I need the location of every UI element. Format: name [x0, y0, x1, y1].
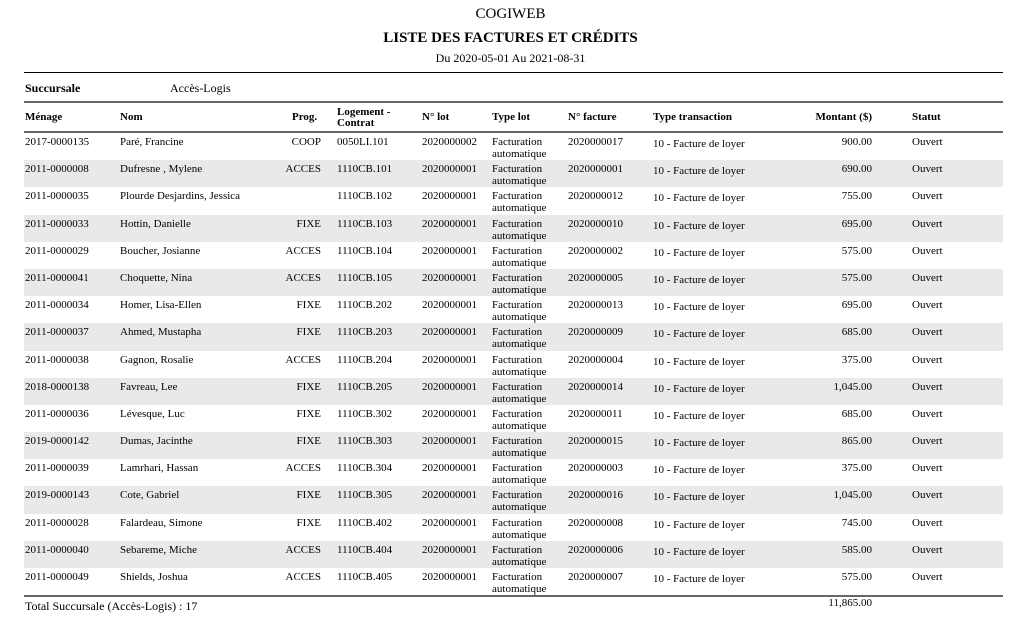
- cell-type-lot-line2: automatique: [492, 175, 547, 188]
- cell-logement: 1110CB.104: [337, 244, 393, 257]
- cell-type-lot-line2: automatique: [492, 447, 547, 460]
- cell-statut: Ouvert: [912, 136, 943, 148]
- cell-nom: Gagnon, Rosalie: [120, 353, 194, 366]
- cell-facture: 2020000005: [568, 271, 623, 284]
- cell-transaction: 10 - Facture de loyer: [653, 219, 745, 232]
- cell-nom: Dufresne , Mylene: [120, 163, 203, 176]
- column-header-prog: Prog.: [292, 111, 318, 123]
- cell-lot: 2020000001: [422, 163, 477, 176]
- cell-prog: FIXE: [296, 435, 321, 448]
- table-row: [24, 432, 1003, 459]
- cell-nom: Lévesque, Luc: [120, 407, 185, 420]
- cell-lot: 2020000001: [422, 217, 477, 230]
- cell-lot: 2020000001: [422, 190, 477, 203]
- cell-facture: 2020000001: [568, 163, 623, 176]
- cell-logement: 1110CB.305: [337, 489, 393, 502]
- column-header-logement-line1: Logement -: [337, 106, 391, 118]
- report-company: COGIWEB: [475, 6, 546, 22]
- report-period: Du 2020-05-01 Au 2021-08-31: [435, 51, 586, 65]
- cell-prog: COOP: [291, 136, 321, 148]
- cell-type-lot-line1: Facturation: [492, 136, 543, 148]
- cell-statut: Ouvert: [912, 516, 943, 529]
- column-header-type-lot: Type lot: [492, 111, 530, 123]
- cell-transaction: 10 - Facture de loyer: [653, 491, 745, 504]
- cell-lot: 2020000001: [422, 543, 477, 556]
- cell-type-lot-line1: Facturation: [492, 489, 543, 502]
- cell-montant: 575.00: [841, 571, 872, 583]
- column-header-statut: Statut: [912, 111, 941, 123]
- cell-menage: 2011-0000036: [25, 407, 89, 420]
- cell-statut: Ouvert: [912, 271, 943, 284]
- cell-montant: 575.00: [841, 271, 872, 284]
- cell-type-lot-line2: automatique: [492, 229, 547, 242]
- cell-prog: ACCES: [285, 163, 321, 176]
- cell-facture: 2020000002: [568, 244, 623, 257]
- cell-lot: 2020000001: [422, 326, 477, 339]
- cell-transaction: 10 - Facture de loyer: [653, 328, 745, 341]
- cell-montant: 900.00: [841, 136, 872, 148]
- cell-statut: Ouvert: [912, 571, 943, 583]
- cell-logement: 1110CB.304: [337, 462, 393, 475]
- cell-nom: Sebareme, Miche: [120, 543, 197, 556]
- total-label: Total Succursale (Accès-Logis) : 17: [25, 599, 198, 613]
- cell-type-lot: [492, 517, 562, 541]
- cell-type-lot-line1: Facturation: [492, 435, 543, 448]
- table-row: [24, 568, 1003, 595]
- cell-logement: 1110CB.402: [337, 516, 393, 529]
- cell-type-lot-line2: automatique: [492, 202, 547, 215]
- cell-prog: ACCES: [285, 271, 321, 284]
- cell-type-lot-line2: automatique: [492, 148, 547, 160]
- cell-logement: 1110CB.205: [337, 380, 393, 393]
- cell-facture: 2020000010: [568, 217, 623, 230]
- column-header-logement-line2: Contrat: [337, 117, 375, 129]
- cell-logement: 1110CB.204: [337, 353, 393, 366]
- cell-facture: 2020000012: [568, 190, 623, 203]
- cell-nom: Plourde Desjardins, Jessica: [120, 190, 241, 203]
- cell-facture: 2020000006: [568, 543, 623, 556]
- cell-montant: 575.00: [841, 244, 872, 257]
- cell-montant: 685.00: [841, 407, 872, 420]
- cell-nom: Homer, Lisa-Ellen: [120, 299, 202, 312]
- cell-menage: 2017-0000135: [25, 136, 90, 148]
- column-header-menage: Ménage: [25, 111, 63, 123]
- cell-menage: 2019-0000143: [25, 489, 90, 502]
- cell-logement: 1110CB.102: [337, 190, 393, 203]
- cell-menage: 2011-0000040: [25, 543, 89, 556]
- cell-prog: ACCES: [285, 571, 321, 583]
- cell-statut: Ouvert: [912, 489, 943, 502]
- cell-montant: 1,045.00: [833, 380, 872, 393]
- cell-lot: 2020000001: [422, 435, 477, 448]
- cell-nom: Hottin, Danielle: [120, 217, 191, 230]
- cell-statut: Ouvert: [912, 380, 943, 393]
- cell-logement: 1110CB.105: [337, 271, 393, 284]
- cell-facture: 2020000009: [568, 326, 623, 339]
- cell-nom: Lamrhari, Hassan: [120, 462, 199, 475]
- cell-menage: 2011-0000029: [25, 244, 89, 257]
- cell-facture: 2020000014: [568, 380, 623, 393]
- cell-logement: 1110CB.203: [337, 326, 393, 339]
- succursale-value: Accès-Logis: [170, 81, 231, 95]
- cell-type-lot-line1: Facturation: [492, 163, 543, 176]
- cell-type-lot-line1: Facturation: [492, 190, 543, 203]
- cell-transaction: 10 - Facture de loyer: [653, 246, 745, 259]
- cell-menage: 2011-0000033: [25, 217, 89, 230]
- cell-montant: 865.00: [841, 435, 872, 448]
- cell-menage: 2011-0000049: [25, 571, 89, 583]
- cell-statut: Ouvert: [912, 353, 943, 366]
- cell-type-lot-line1: Facturation: [492, 217, 543, 230]
- cell-statut: Ouvert: [912, 299, 943, 312]
- cell-type-lot-line1: Facturation: [492, 326, 543, 339]
- cell-prog: FIXE: [296, 217, 321, 230]
- cell-type-lot-line2: automatique: [492, 555, 547, 568]
- cell-facture: 2020000017: [568, 136, 623, 148]
- cell-prog: ACCES: [285, 244, 321, 257]
- cell-menage: 2011-0000028: [25, 516, 89, 529]
- cell-type-lot-line2: automatique: [492, 338, 547, 351]
- cell-facture: 2020000008: [568, 516, 623, 529]
- table-row: [24, 296, 1003, 323]
- cell-type-lot: [492, 544, 562, 568]
- cell-transaction: 10 - Facture de loyer: [653, 464, 745, 477]
- column-header-montant: Montant ($): [815, 111, 872, 123]
- cell-logement: 1110CB.303: [337, 435, 393, 448]
- cell-lot: 2020000001: [422, 516, 477, 529]
- cell-type-lot-line1: Facturation: [492, 380, 543, 393]
- cell-lot: 2020000001: [422, 571, 477, 583]
- cell-lot: 2020000002: [422, 136, 477, 148]
- cell-montant: 585.00: [841, 543, 872, 556]
- cell-type-lot: [492, 408, 562, 432]
- cell-prog: ACCES: [285, 353, 321, 366]
- cell-montant: 375.00: [841, 353, 872, 366]
- cell-type-lot-line2: automatique: [492, 283, 547, 296]
- table-row: [24, 323, 1003, 350]
- cell-type-lot-line1: Facturation: [492, 299, 543, 312]
- cell-type-lot: [492, 354, 562, 378]
- cell-montant: 695.00: [841, 299, 872, 312]
- cell-lot: 2020000001: [422, 353, 477, 366]
- cell-type-lot: [492, 163, 562, 187]
- cell-transaction: 10 - Facture de loyer: [653, 409, 745, 422]
- cell-lot: 2020000001: [422, 271, 477, 284]
- cell-type-lot-line2: automatique: [492, 311, 547, 324]
- cell-montant: 690.00: [841, 163, 872, 176]
- divider-succursale: [24, 101, 1003, 103]
- cell-type-lot: [492, 462, 562, 486]
- cell-type-lot-line2: automatique: [492, 392, 547, 405]
- cell-menage: 2011-0000008: [25, 163, 89, 176]
- cell-montant: 685.00: [841, 326, 872, 339]
- cell-statut: Ouvert: [912, 326, 943, 339]
- cell-transaction: 10 - Facture de loyer: [653, 273, 745, 286]
- column-header-logement: [337, 107, 390, 129]
- table-row: [24, 514, 1003, 541]
- cell-facture: 2020000007: [568, 571, 623, 583]
- cell-type-lot-line2: automatique: [492, 583, 547, 595]
- cell-type-lot-line2: automatique: [492, 256, 547, 269]
- cell-transaction: 10 - Facture de loyer: [653, 192, 745, 205]
- cell-menage: 2011-0000037: [25, 326, 89, 339]
- cell-nom: Shields, Joshua: [120, 571, 188, 583]
- cell-type-lot: [492, 136, 562, 160]
- cell-prog: FIXE: [296, 516, 321, 529]
- table-row: [24, 541, 1003, 568]
- cell-nom: Paré, Francine: [120, 136, 184, 148]
- cell-type-lot: [492, 218, 562, 242]
- cell-type-lot-line1: Facturation: [492, 271, 543, 284]
- cell-prog: FIXE: [296, 380, 321, 393]
- cell-facture: 2020000013: [568, 299, 623, 312]
- cell-montant: 745.00: [841, 516, 872, 529]
- table-row: [24, 405, 1003, 432]
- total-amount: 11,865.00: [828, 597, 872, 609]
- cell-statut: Ouvert: [912, 462, 943, 475]
- cell-transaction: 10 - Facture de loyer: [653, 355, 745, 368]
- table-row: [24, 378, 1003, 405]
- table-row: [24, 187, 1003, 214]
- cell-nom: Choquette, Nina: [120, 271, 193, 284]
- cell-type-lot: [492, 272, 562, 296]
- cell-logement: 1110CB.202: [337, 299, 393, 312]
- cell-montant: 375.00: [841, 462, 872, 475]
- cell-statut: Ouvert: [912, 163, 943, 176]
- cell-prog: FIXE: [296, 326, 321, 339]
- cell-logement: 1110CB.404: [337, 543, 393, 556]
- cell-transaction: 10 - Facture de loyer: [653, 165, 745, 178]
- cell-menage: 2019-0000142: [25, 435, 90, 448]
- cell-type-lot-line1: Facturation: [492, 353, 543, 366]
- cell-facture: 2020000016: [568, 489, 623, 502]
- cell-prog: FIXE: [296, 299, 321, 312]
- cell-prog: ACCES: [285, 462, 321, 475]
- cell-lot: 2020000001: [422, 462, 477, 475]
- cell-transaction: 10 - Facture de loyer: [653, 518, 745, 531]
- report-title: LISTE DES FACTURES ET CRÉDITS: [383, 30, 638, 46]
- table-row: [24, 459, 1003, 486]
- cell-prog: FIXE: [296, 489, 321, 502]
- column-header-lot: N° lot: [422, 111, 450, 123]
- table-row: [24, 486, 1003, 513]
- cell-type-lot-line2: automatique: [492, 528, 547, 541]
- cell-logement: 1110CB.101: [337, 163, 393, 176]
- cell-type-lot: [492, 381, 562, 405]
- cell-transaction: 10 - Facture de loyer: [653, 437, 745, 450]
- cell-nom: Favreau, Lee: [120, 380, 178, 393]
- cell-statut: Ouvert: [912, 244, 943, 257]
- cell-prog: ACCES: [285, 543, 321, 556]
- cell-type-lot: [492, 245, 562, 269]
- table-row: [24, 133, 1003, 160]
- cell-lot: 2020000001: [422, 407, 477, 420]
- cell-logement: 1110CB.405: [337, 571, 393, 583]
- cell-nom: Boucher, Josianne: [120, 244, 201, 257]
- cell-type-lot-line2: automatique: [492, 419, 547, 432]
- cell-prog: FIXE: [296, 407, 321, 420]
- cell-menage: 2011-0000039: [25, 462, 89, 475]
- column-header-facture: N° facture: [568, 111, 617, 123]
- cell-type-lot: [492, 326, 562, 350]
- cell-menage: 2018-0000138: [25, 380, 90, 393]
- cell-transaction: 10 - Facture de loyer: [653, 573, 745, 585]
- cell-facture: 2020000004: [568, 353, 623, 366]
- cell-facture: 2020000015: [568, 435, 623, 448]
- cell-type-lot-line2: automatique: [492, 474, 547, 487]
- cell-type-lot-line1: Facturation: [492, 462, 543, 475]
- cell-lot: 2020000001: [422, 380, 477, 393]
- cell-transaction: 10 - Facture de loyer: [653, 382, 745, 395]
- cell-logement: 1110CB.302: [337, 407, 393, 420]
- cell-facture: 2020000011: [568, 407, 623, 420]
- cell-nom: Cote, Gabriel: [120, 489, 180, 502]
- table-row: [24, 351, 1003, 378]
- table-row: [24, 215, 1003, 242]
- cell-statut: Ouvert: [912, 190, 943, 203]
- column-header-transaction: Type transaction: [653, 111, 732, 123]
- cell-menage: 2011-0000038: [25, 353, 89, 366]
- cell-logement: 1110CB.103: [337, 217, 393, 230]
- cell-statut: Ouvert: [912, 407, 943, 420]
- cell-lot: 2020000001: [422, 489, 477, 502]
- cell-type-lot-line1: Facturation: [492, 571, 543, 583]
- table-row: [24, 269, 1003, 296]
- cell-statut: Ouvert: [912, 217, 943, 230]
- cell-menage: 2011-0000035: [25, 190, 89, 203]
- cell-montant: 695.00: [841, 217, 872, 230]
- cell-type-lot-line2: automatique: [492, 365, 547, 378]
- cell-facture: 2020000003: [568, 462, 623, 475]
- succursale-label: Succursale: [25, 81, 81, 95]
- cell-type-lot: [492, 435, 562, 459]
- divider-top: [24, 72, 1003, 73]
- cell-nom: Ahmed, Mustapha: [120, 326, 202, 339]
- table-row: [24, 242, 1003, 269]
- cell-statut: Ouvert: [912, 543, 943, 556]
- cell-nom: Dumas, Jacinthe: [120, 435, 193, 448]
- table-body: [24, 133, 1003, 595]
- cell-type-lot-line1: Facturation: [492, 516, 543, 529]
- table-row: [24, 160, 1003, 187]
- cell-lot: 2020000001: [422, 244, 477, 257]
- cell-transaction: 10 - Facture de loyer: [653, 545, 745, 558]
- column-header-nom: Nom: [120, 111, 143, 123]
- cell-montant: 755.00: [841, 190, 872, 203]
- table-header: [24, 104, 1003, 131]
- cell-montant: 1,045.00: [833, 489, 872, 502]
- cell-type-lot: [492, 299, 562, 323]
- cell-type-lot-line2: automatique: [492, 501, 547, 514]
- cell-type-lot-line1: Facturation: [492, 407, 543, 420]
- cell-lot: 2020000001: [422, 299, 477, 312]
- cell-transaction: 10 - Facture de loyer: [653, 301, 745, 314]
- cell-statut: Ouvert: [912, 435, 943, 448]
- cell-type-lot: [492, 190, 562, 214]
- cell-logement: 0050LI.101: [337, 136, 389, 148]
- cell-type-lot-line1: Facturation: [492, 244, 543, 257]
- cell-menage: 2011-0000034: [25, 299, 89, 312]
- cell-nom: Falardeau, Simone: [120, 516, 203, 529]
- cell-transaction: 10 - Facture de loyer: [653, 138, 745, 150]
- cell-menage: 2011-0000041: [25, 271, 89, 284]
- cell-type-lot: [492, 489, 562, 513]
- cell-type-lot: [492, 571, 562, 595]
- cell-type-lot-line1: Facturation: [492, 543, 543, 556]
